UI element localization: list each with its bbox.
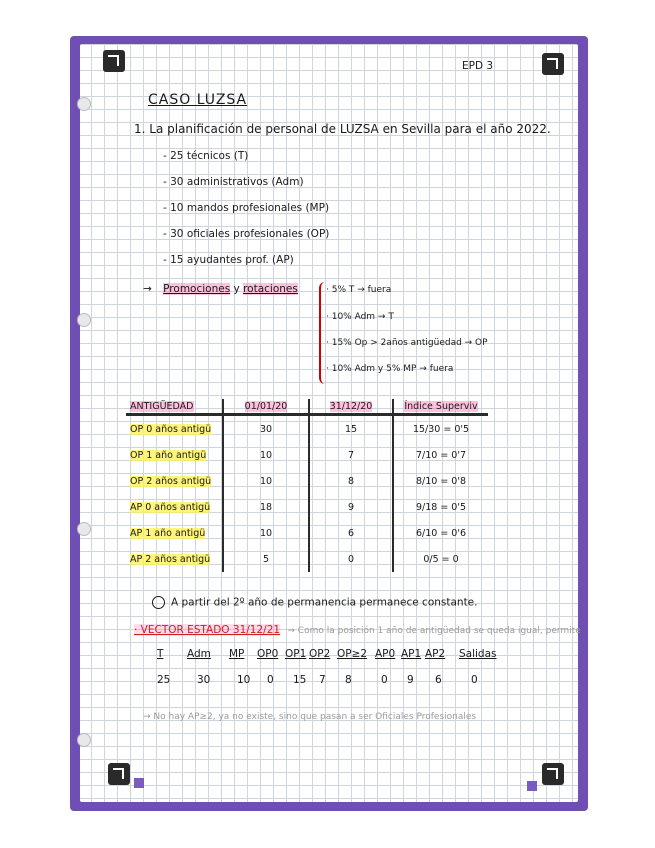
table-cell: 9/18 = 0'5 (415, 501, 467, 513)
table-row (126, 494, 488, 520)
table-cell: 0/5 = 0 (423, 553, 459, 565)
binder-hole (77, 733, 91, 747)
binder-hole (77, 522, 91, 536)
binder-hole (77, 313, 91, 327)
table-header (223, 399, 309, 415)
vector-aside: → Como la posición 1 año de antigüedad se queda igual, permite (287, 626, 581, 636)
header-index: Índice Superviv (404, 400, 478, 412)
table-header (309, 399, 393, 415)
corner-marker-bottom-left (108, 763, 130, 785)
vector-header: OP2 (309, 648, 331, 660)
rotation-word: rotaciones (243, 283, 298, 295)
header-label: EPD 3 (462, 60, 494, 72)
table-cell: 7/10 = 0'7 (415, 449, 467, 461)
vector-label: · VECTOR ESTADO 31/12/21 (134, 624, 281, 636)
vector-value: 8 (345, 674, 352, 686)
table-cell: 5 (223, 546, 309, 572)
table-cell: 9 (309, 494, 393, 520)
vector-value: 0 (381, 674, 388, 686)
table-row (126, 468, 488, 494)
corner-marker-bottom-right (542, 763, 564, 785)
table-header-row (126, 399, 488, 415)
vector-value: 25 (157, 674, 171, 686)
rule-item: · 15% Op > 2años antigüedad → OP (326, 338, 488, 348)
question: 1. La planificación de personal de LUZSA en Sevilla para el año 2022. (134, 122, 551, 136)
table-cell: OP 1 año antigü (130, 449, 207, 461)
vector-header: OP1 (285, 648, 307, 660)
header-antiguedad: ANTIGÜEDAD (130, 400, 194, 412)
table-cell: 15 (309, 415, 393, 443)
table-cell: AP 1 año antigü (130, 527, 206, 539)
vector-header: MP (229, 648, 245, 660)
table-cell: 6 (309, 520, 393, 546)
table-row (126, 442, 488, 468)
corner-marker-top-right (542, 53, 564, 75)
table-cell: 18 (223, 494, 309, 520)
table-cell: 10 (223, 442, 309, 468)
staff-item: - 15 ayudantes prof. (AP) (163, 254, 294, 266)
promo-line (143, 283, 298, 295)
table-cell: AP 0 años antigü (130, 501, 211, 513)
table-header (126, 399, 223, 415)
table-cell: 15/30 = 0'5 (412, 423, 470, 435)
binder-hole (77, 97, 91, 111)
promo-connector: y (233, 283, 240, 295)
note-constant (152, 596, 477, 609)
vector-header: OP≥2 (337, 648, 368, 660)
header-date-end: 31/12/20 (329, 400, 373, 412)
page-title: CASO LUZSA (148, 92, 248, 108)
rule-item: · 5% T → fuera (326, 285, 392, 295)
vector-value: 7 (319, 674, 326, 686)
vector-value: 30 (197, 674, 211, 686)
page-mark-square-right (527, 781, 537, 791)
table-cell: 10 (223, 520, 309, 546)
staff-item: - 30 oficiales profesionales (OP) (163, 228, 330, 240)
table-row (126, 415, 488, 443)
vector-header: Adm (187, 648, 211, 660)
vector-header: T (157, 648, 164, 660)
note-ap: → No hay AP≥2, ya no existe, sino que pasan a ser Oficiales Profesionales (143, 712, 477, 722)
table-cell: 7 (309, 442, 393, 468)
vector-header: Salidas (459, 648, 497, 660)
vector-header: AP1 (401, 648, 422, 660)
table-row (126, 546, 488, 572)
table-row (126, 520, 488, 546)
vector-value: 0 (267, 674, 274, 686)
table-cell: 8 (309, 468, 393, 494)
staff-item: - 10 mandos profesionales (MP) (163, 202, 330, 214)
vector-header: OP0 (257, 648, 279, 660)
table-cell: 10 (223, 468, 309, 494)
staff-item: - 30 administrativos (Adm) (163, 176, 304, 188)
rule-item: · 10% Adm → T (326, 312, 394, 322)
note-constant-text: A partir del 2º año de permanencia permanece constante. (171, 596, 478, 609)
table-cell: 30 (223, 415, 309, 443)
vector-value: 6 (435, 674, 442, 686)
table-cell: 6/10 = 0'6 (415, 527, 467, 539)
table-cell: OP 0 años antigü (130, 423, 212, 435)
staff-item: - 25 técnicos (T) (163, 150, 249, 162)
vector-header: AP0 (375, 648, 396, 660)
table-cell: 8/10 = 0'8 (415, 475, 467, 487)
page-mark-square-left (134, 778, 144, 788)
table-cell: OP 2 años antigü (130, 475, 212, 487)
vector-value: 9 (407, 674, 414, 686)
vector-headers (157, 648, 497, 660)
arrow-icon: → (143, 283, 152, 295)
table-cell: AP 2 años antigü (130, 553, 211, 565)
survival-table (126, 399, 488, 572)
vector-values (157, 674, 478, 686)
vector-line (134, 624, 581, 636)
rule-item: · 10% Adm y 5% MP → fuera (326, 364, 454, 374)
vector-value: 10 (237, 674, 251, 686)
corner-marker-top-left (103, 50, 125, 72)
table-cell: 0 (309, 546, 393, 572)
promo-word: Promociones (163, 283, 231, 295)
circle-bullet-icon (152, 596, 165, 609)
vector-header: AP2 (425, 648, 446, 660)
vector-value: 0 (471, 674, 478, 686)
header-date-start: 01/01/20 (244, 400, 288, 412)
vector-value: 15 (293, 674, 307, 686)
table-header (393, 399, 488, 415)
